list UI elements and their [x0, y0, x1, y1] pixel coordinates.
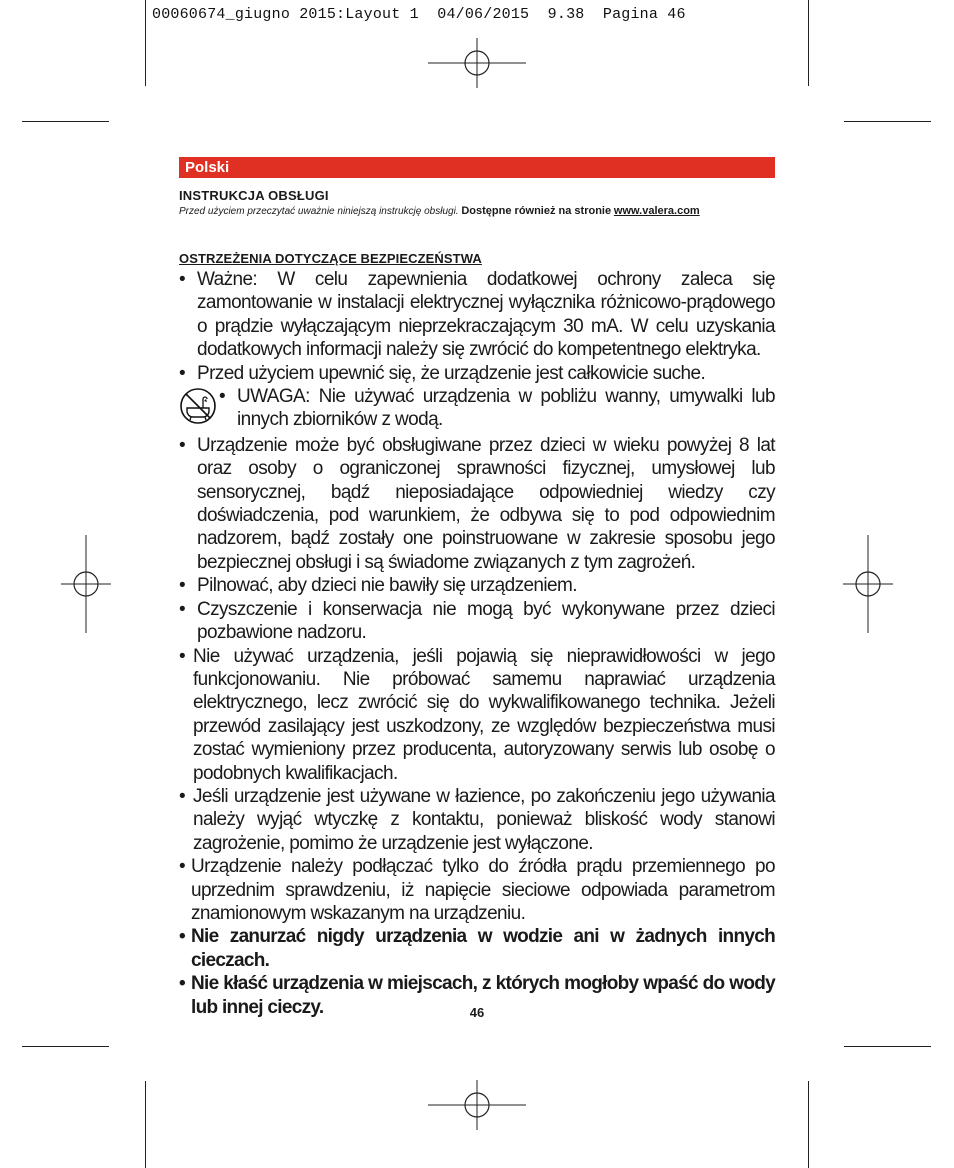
bullet: • — [179, 785, 186, 807]
no-bathtub-warning-icon — [179, 387, 217, 425]
list-item-text: Nie kłaść urządzenia w miejscach, z których mogłoby wpaść do wody lub innej cieczy. — [191, 973, 775, 1018]
list-item — [179, 785, 775, 855]
bullet: • — [179, 645, 186, 667]
registration-mark-icon — [61, 535, 111, 633]
list-item — [179, 598, 775, 645]
crop-mark-bottom-left-vertical — [145, 1081, 146, 1168]
list-item-text: Przed użyciem upewnić się, że urządzenie jest całkowicie suche. — [197, 362, 706, 384]
list-item-text: Pilnować, aby dzieci nie bawiły się urządzeniem. — [197, 575, 577, 597]
bullet: • — [219, 386, 226, 408]
list-item-text: Jeśli urządzenie jest używane w łazience, po zakończeniu jego używania należy wyjąć wtyczkę z kontaktu, ponieważ bliskość wody stanowi zagrożenie, pomimo że urządzenie jest wyłączone. — [193, 785, 775, 854]
list-item — [179, 434, 775, 574]
instructions-note: Przed użyciem przeczytać uważnie niniejszą instrukcję obsługi. — [179, 206, 459, 217]
list-item — [179, 645, 775, 785]
bullet: • — [179, 973, 185, 995]
crop-mark-bottom-left-horizontal — [22, 1046, 109, 1047]
website-link[interactable]: www.valera.com — [613, 205, 700, 217]
list-item-text: Ważne: W celu zapewnienia dodatkowej ochrony zaleca się zamontowanie w instalacji elektrycznej wyłącznika różnicowo-prądowego o prądzie wyłączającym nieprzekraczającym 30 mA. W celu uzyskania dodatkowych informacji należy się zwrócić do kompetentnego elektryka. — [197, 269, 775, 361]
crop-mark-bottom-right-vertical — [808, 1081, 809, 1168]
crop-mark-bottom-right-horizontal — [844, 1046, 931, 1047]
registration-mark-icon — [428, 38, 526, 88]
list-item — [179, 855, 775, 925]
language-header: Polski — [179, 157, 775, 178]
crop-mark-top-left-vertical — [145, 0, 146, 86]
list-item-text: UWAGA: Nie używać urządzenia w pobliżu wanny, umywalki lub innych zbiorników z wodą. — [237, 386, 775, 431]
available-text: Dostępne również na stronie — [461, 205, 612, 217]
bullet: • — [179, 434, 186, 456]
list-item — [179, 362, 775, 385]
bullet: • — [179, 575, 186, 597]
crop-mark-top-right-vertical — [808, 0, 809, 86]
print-slug: 00060674_giugno 2015:Layout 1 04/06/2015 9.38 Pagina 46 — [152, 6, 686, 23]
list-item — [179, 385, 775, 432]
list-item — [179, 574, 775, 597]
list-item-text: Czyszczenie i konserwacja nie mogą być wykonywane przez dzieci pozbawione nadzoru. — [197, 598, 775, 644]
list-item-text: Urządzenie może być obsługiwane przez dzieci w wieku powyżej 8 lat oraz osoby o ograniczonej sprawności fizycznej, umysłowej lub sensorycznej, bądź nieposiadające odpowiedniej wiedzy czy doświadczenia, pod warunkiem, że odbywa się to pod odpowiednim nadzorem, bądź zostały one poinstruowane w zakresie sposobu jego bezpiecznej obsługi i są świadome związanych z tym zagrożeń. — [197, 434, 775, 573]
instructions-title: INSTRUKCJA OBSŁUGI — [179, 188, 329, 203]
list-item — [179, 268, 775, 362]
safety-warnings-list — [179, 268, 775, 1019]
bullet: • — [179, 926, 185, 948]
list-item-text: Nie zanurzać nigdy urządzenia w wodzie ani w żadnych innych cieczach. — [191, 926, 775, 971]
list-item — [179, 925, 775, 972]
bullet: • — [179, 598, 186, 620]
registration-mark-icon — [428, 1080, 526, 1130]
bullet: • — [179, 269, 186, 290]
registration-mark-icon — [843, 535, 893, 633]
section-title: OSTRZEŻENIA DOTYCZĄCE BEZPIECZEŃSTWA — [179, 251, 482, 266]
instructions-subtitle — [179, 205, 700, 217]
crop-mark-top-right-horizontal — [844, 121, 931, 122]
list-item-text: Urządzenie należy podłączać tylko do źródła prądu przemiennego po uprzednim sprawdzeniu, iż napięcie sieciowe odpowiada parametrom znamionowym wskazanym na urządzeniu. — [191, 856, 775, 924]
bullet: • — [179, 362, 186, 384]
page-number: 46 — [469, 1005, 485, 1020]
list-item-text: Nie używać urządzenia, jeśli pojawią się nieprawidłowości w jego funkcjonowaniu. Nie próbować samemu naprawiać urządzenia elektrycznego, lecz zwrócić się do wykwalifikowanego technika. Jeżeli przewód zasilający jest uszkodzony, ze względów bezpieczeństwa musi zostać wymieniony przez producenta, autoryzowany serwis lub osobę o podobnych kwalifikacjach. — [193, 645, 775, 784]
crop-mark-top-left-horizontal — [22, 121, 109, 122]
bullet: • — [179, 856, 186, 878]
